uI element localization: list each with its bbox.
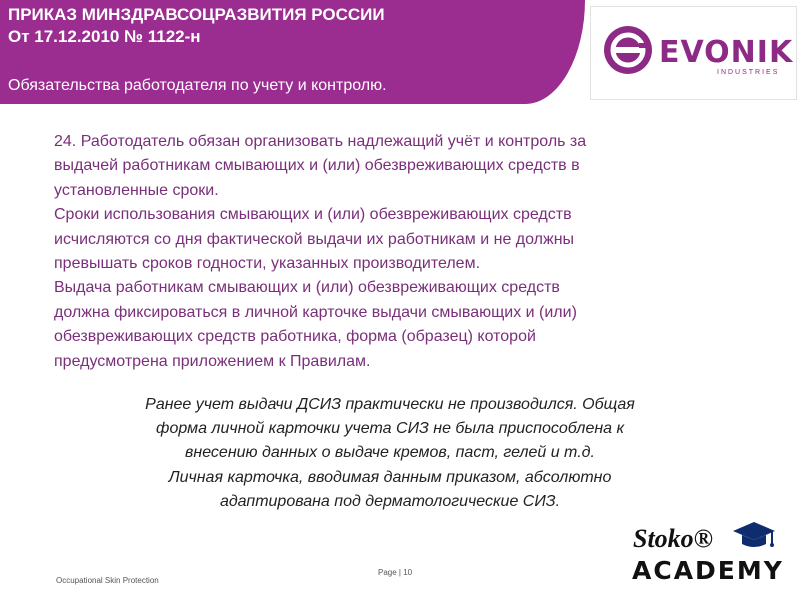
note-line: Личная карточка, вводимая данным приказом, абсолютно bbox=[168, 468, 612, 486]
header-band bbox=[0, 0, 585, 104]
order-title: ПРИКАЗ МИНЗДРАВСОЦРАЗВИТИЯ РОССИИ bbox=[8, 5, 385, 24]
rule-24-text bbox=[54, 130, 754, 374]
order-date-number: От 17.12.2010 № 1122-н bbox=[8, 27, 201, 46]
text-line: превышать сроков годности, указанных производителем. bbox=[54, 255, 481, 273]
evonik-logo-panel bbox=[590, 6, 797, 100]
evonik-wordmark: EVONIK bbox=[659, 35, 794, 70]
footer-caption: Occupational Skin Protection bbox=[56, 576, 159, 585]
graduation-cap-icon bbox=[732, 520, 776, 550]
commentary-note bbox=[40, 393, 740, 514]
text-line: установленные сроки. bbox=[54, 181, 219, 199]
text-line: выдачей работникам смывающих и (или) обезвреживающих средств в bbox=[54, 157, 580, 175]
text-line: 24. Работодатель обязан организовать надлежащий учёт и контроль за bbox=[54, 133, 587, 150]
text-line: должна фиксироваться в личной карточке выдачи смывающих и (или) bbox=[54, 303, 577, 321]
academy-wordmark: ACADEMY bbox=[632, 556, 784, 585]
note-line: адаптирована под дерматологические СИЗ. bbox=[219, 492, 561, 510]
text-line: Сроки использования смывающих и (или) обезвреживающих средств bbox=[54, 206, 572, 224]
evonik-industries-label: INDUSTRIES bbox=[717, 69, 780, 76]
header-text bbox=[8, 4, 387, 96]
note-line: форма личной карточки учета СИЗ не была приспособлена к bbox=[155, 420, 625, 438]
stoko-academy-logo bbox=[630, 518, 784, 588]
text-line: обезвреживающих средств работника, форма (образец) которой bbox=[54, 328, 536, 346]
evonik-logo-icon bbox=[603, 25, 653, 75]
note-line: Ранее учет выдачи ДСИЗ практически не производился. Общая bbox=[145, 396, 635, 413]
slide-subtitle: Обязательства работодателя по учету и контролю. bbox=[8, 77, 387, 94]
page-number: Page | 10 bbox=[378, 568, 413, 577]
text-line: Выдача работникам смывающих и (или) обезвреживающих средств bbox=[54, 279, 560, 297]
text-line: предусмотрена приложением к Правилам. bbox=[54, 352, 371, 370]
stoko-wordmark: Stoko® bbox=[633, 524, 714, 553]
text-line: исчисляются со дня фактической выдачи их работникам и не должны bbox=[54, 230, 575, 248]
note-line: внесению данных о выдаче кремов, паст, гелей и т.д. bbox=[185, 444, 595, 462]
